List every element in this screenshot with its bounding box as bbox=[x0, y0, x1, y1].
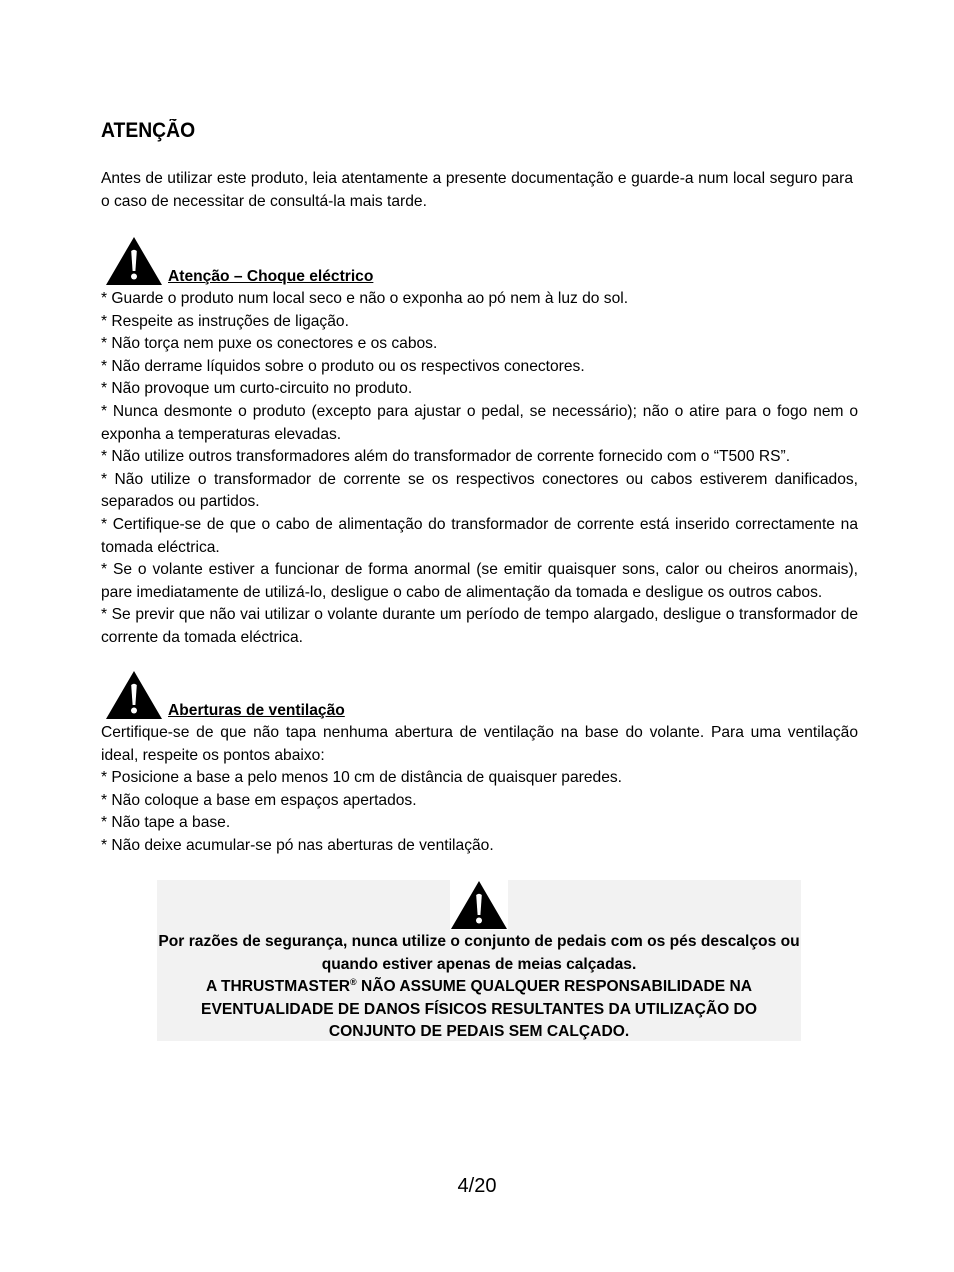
electric-shock-heading: Atenção – Choque eléctrico bbox=[168, 268, 374, 285]
electric-shock-list bbox=[101, 288, 858, 650]
warning-triangle-icon bbox=[105, 236, 163, 286]
ventilation-heading: Aberturas de ventilação bbox=[168, 702, 345, 719]
list-item: * Respeite as instruções de ligação. bbox=[101, 312, 349, 330]
safety-notice-box bbox=[157, 880, 801, 1041]
list-item: * Não deixe acumular-se pó nas aberturas de ventilação. bbox=[101, 836, 494, 854]
list-item: * Não tape a base. bbox=[101, 814, 231, 832]
list-item: * Posicione a base a pelo menos 10 cm de distância de quaisquer paredes. bbox=[101, 769, 622, 787]
electric-shock-header bbox=[101, 236, 858, 288]
warning-triangle-icon bbox=[450, 880, 508, 930]
liability-disclaimer bbox=[157, 976, 801, 1044]
list-item: * Não utilize outros transformadores além do transformador de corrente fornecido com o “T500 RS”. bbox=[101, 448, 791, 466]
intro-paragraph: Antes de utilizar este produto, leia atentamente a presente documentação e guarde-a num local seguro para o caso de necessitar de consultá-la mais tarde. bbox=[101, 170, 853, 210]
list-item: * Se o volante estiver a funcionar de forma anormal (se emitir quaisquer sons, calor ou cheiros anormais), pare imediatamente de utilizá-lo, desligue o cabo de alimentação da tomada e desligue os outros cabos. bbox=[101, 561, 858, 601]
safety-notice-line: Por razões de segurança, nunca utilize o conjunto de pedais com os pés descalços ou quando estiver apenas de meias calçadas. bbox=[158, 933, 800, 973]
page-number: 4/20 bbox=[457, 1175, 497, 1197]
list-item: * Não derrame líquidos sobre o produto ou os respectivos conectores. bbox=[101, 357, 585, 375]
registered-mark: ® bbox=[350, 977, 357, 988]
warning-triangle-icon bbox=[105, 670, 163, 720]
safety-notice-text bbox=[157, 931, 801, 1044]
ventilation-section bbox=[101, 670, 858, 858]
list-item: * Não utilize o transformador de corrente se os respectivos conectores ou cabos estiverem danificados, separados ou partidos. bbox=[101, 470, 858, 511]
list-item: * Não provoque um curto-circuito no produto. bbox=[101, 380, 413, 398]
list-item: * Não coloque a base em espaços apertados. bbox=[101, 791, 417, 809]
liability-text: NÃO ASSUME QUALQUER RESPONSABILIDADE NA EVENTUALIDADE DE DANOS FÍSICOS RESULTANTES DA UTILIZAÇÃO DO CONJUNTO DE PEDAIS SEM CALÇADO. bbox=[201, 978, 757, 1041]
page-title: ATENÇÃO bbox=[101, 119, 196, 142]
electric-shock-section bbox=[101, 236, 858, 650]
brand-name: A THRUSTMASTER bbox=[205, 978, 351, 996]
list-item: * Se previr que não vai utilizar o volante durante um período de tempo alargado, desligue o transformador de corrente da tomada eléctrica. bbox=[101, 606, 858, 646]
ventilation-list bbox=[101, 722, 858, 858]
list-item: * Guarde o produto num local seco e não o exponha ao pó nem à luz do sol. bbox=[101, 290, 629, 307]
list-item: * Não torça nem puxe os conectores e os cabos. bbox=[101, 335, 438, 353]
list-item: Certifique-se de que não tapa nenhuma abertura de ventilação na base do volante. Para uma ventilação ideal, respeite os pontos abaixo: bbox=[101, 724, 858, 764]
list-item: * Nunca desmonte o produto (excepto para ajustar o pedal, se necessário); não o atire para o fogo nem o exponha a temperaturas elevadas. bbox=[101, 402, 858, 443]
list-item: * Certifique-se de que o cabo de alimentação do transformador de corrente está inserido correctamente na tomada eléctrica. bbox=[101, 515, 858, 556]
ventilation-header bbox=[101, 670, 858, 722]
